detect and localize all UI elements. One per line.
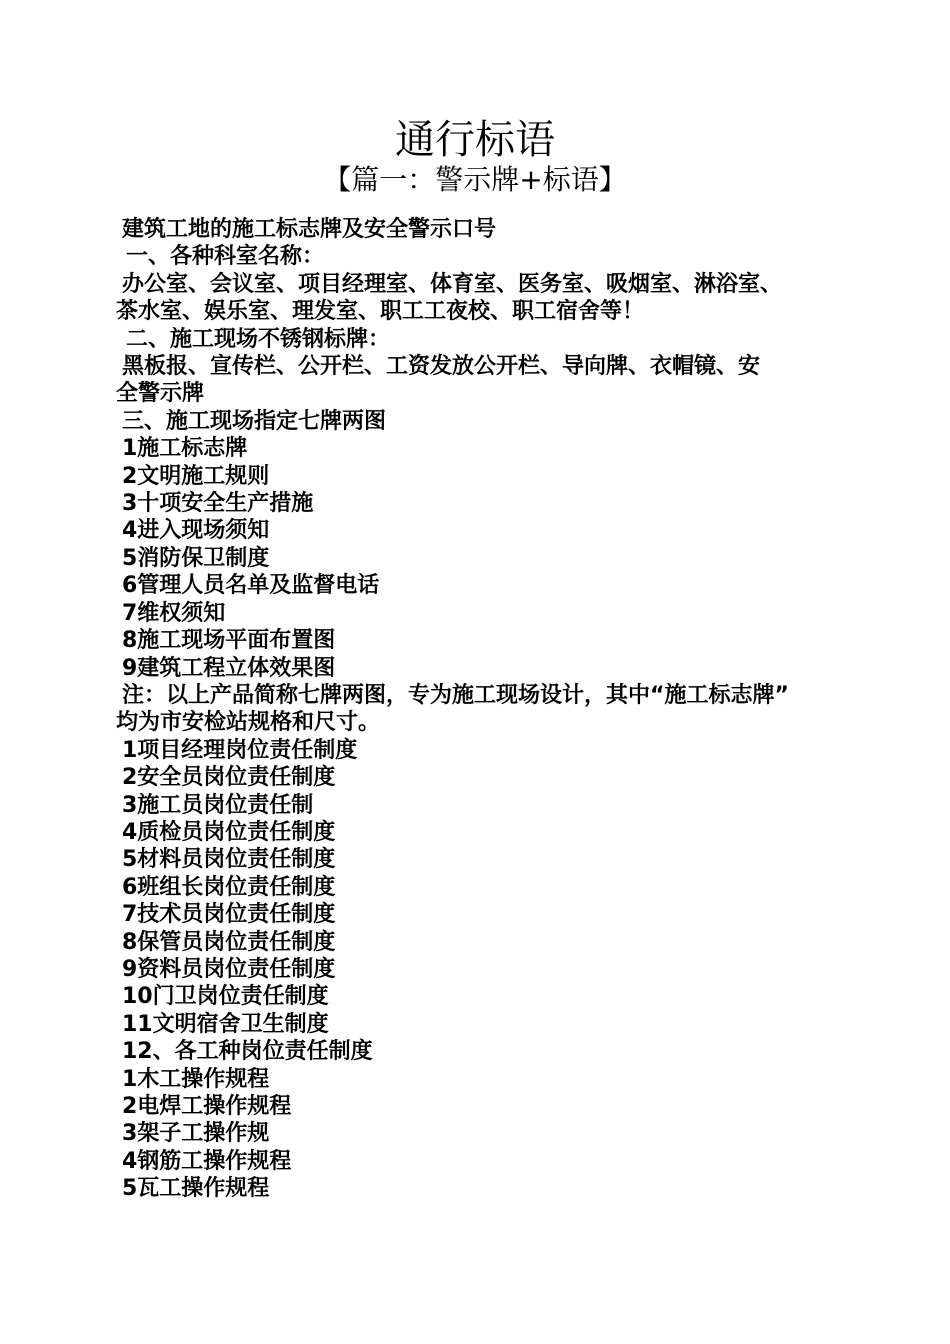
list-item: 10门卫岗位责任制度 xyxy=(122,984,329,1010)
list-item: 9建筑工程立体效果图 xyxy=(122,655,336,681)
list-item: 6管理人员名单及监督电话 xyxy=(122,573,380,599)
document-body xyxy=(116,216,836,1203)
list-item: 4钢筋工操作规程 xyxy=(122,1148,292,1174)
section-heading: 一、各种科室名称： xyxy=(126,244,325,270)
section-heading: 二、施工现场不锈钢标牌： xyxy=(126,326,391,352)
paragraph-line: 办公室、会议室、项目经理室、体育室、医务室、吸烟室、淋浴室、 xyxy=(122,271,783,297)
list-item: 4质检员岗位责任制度 xyxy=(122,819,336,845)
list-item: 8施工现场平面布置图 xyxy=(122,628,336,654)
note-line: 均为市安检站规格和尺寸。 xyxy=(116,710,381,736)
list-item: 5消防保卫制度 xyxy=(122,545,270,571)
list-item: 2电焊工操作规程 xyxy=(122,1094,292,1119)
paragraph-line: 全警示牌 xyxy=(116,381,205,407)
list-item: 5材料员岗位责任制度 xyxy=(122,847,336,873)
list-item: 1木工操作规程 xyxy=(122,1066,270,1092)
document-title: 通行标语 xyxy=(395,117,555,163)
list-item: 7维权须知 xyxy=(122,600,226,626)
paragraph-line: 黑板报、宣传栏、公开栏、工资发放公开栏、导向牌、衣帽镜、安 xyxy=(122,354,761,380)
note-line: 注：以上产品简称七牌两图，专为施工现场设计，其中“施工标志牌” xyxy=(122,682,789,708)
list-item: 9资料员岗位责任制度 xyxy=(122,956,336,982)
list-item: 3架子工操作规 xyxy=(122,1121,270,1147)
list-item: 3十项安全生产措施 xyxy=(122,491,314,517)
list-item: 8保管员岗位责任制度 xyxy=(122,929,336,955)
section-heading: 三、施工现场指定七牌两图 xyxy=(122,408,387,434)
list-item: 1施工标志牌 xyxy=(122,436,248,462)
list-item: 11文明宿舍卫生制度 xyxy=(122,1011,329,1037)
list-item: 6班组长岗位责任制度 xyxy=(122,874,336,900)
document-subtitle: 【篇一：警示牌+标语】 xyxy=(323,163,627,196)
section-heading: 建筑工地的施工标志牌及安全警示口号 xyxy=(122,217,497,242)
list-item: 1项目经理岗位责任制度 xyxy=(122,737,358,763)
list-item: 3施工员岗位责任制 xyxy=(122,792,314,818)
list-item: 4进入现场须知 xyxy=(122,518,270,544)
paragraph-line: 茶水室、娱乐室、理发室、职工工夜校、职工宿舍等！ xyxy=(116,299,645,325)
list-item: 5瓦工操作规程 xyxy=(122,1176,270,1202)
list-item: 7技术员岗位责任制度 xyxy=(122,902,336,928)
list-item: 12、各工种岗位责任制度 xyxy=(122,1039,373,1065)
list-item: 2文明施工规则 xyxy=(122,463,270,489)
list-item: 2安全员岗位责任制度 xyxy=(122,765,336,791)
